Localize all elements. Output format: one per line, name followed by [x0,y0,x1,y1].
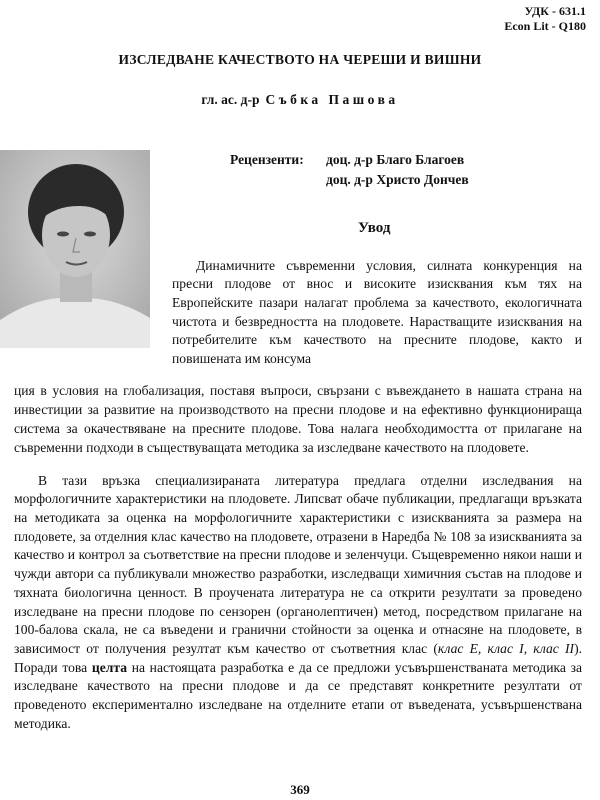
reviewer-1: доц. д-р Благо Благоев [326,152,465,167]
udk-code: УДК - 631.1 [524,4,586,18]
reviewer-2: доц. д-р Христо Дончев [326,172,469,187]
paragraph-1-full: ция в условия на глобализация, поставя въпроси, свързани с въвеждането в нашата страна на инвестиции за развитие на производството на пресни плодове и на ефективно функционираща система за окачествяване на пресните плодове. Това налага необходимостта от прилагане на съвременни подходи в съществуващата методика за изследване качеството на плодовете. [14,383,582,455]
reviewers-block [230,150,469,190]
paragraph-2 [14,458,582,747]
paragraph-2-part2: ). Поради това [14,640,582,675]
reviewers-label: Рецензенти: [230,152,304,167]
classification-codes [504,4,586,34]
author-rank: гл. ас. д-р [201,92,260,107]
paper-title: ИЗСЛЕДВАНЕ КАЧЕСТВОТО НА ЧЕРЕШИ И ВИШНИ [118,52,482,67]
section-heading: Увод [358,220,391,236]
econlit-code: Econ Lit - Q180 [504,19,586,33]
author-name: Събка Пашова [265,92,399,107]
page-number: 369 [290,782,310,797]
paragraph-1-wrapped: Динамичните съвременни условия, силната конкуренция на пресни плодове от внос и високите изисквания към тях на Европейските пазари налагат проблема за качеството, екологичната чистота и безвредността на плодовете. Нарастващите изисквания на потребителите към качеството на пресните плодове, както и повишената им консума [172,257,582,367]
quality-classes: клас Е, клас I, клас II [437,640,575,656]
paragraph-1 [14,243,582,471]
goal-word: целта [91,659,127,675]
paragraph-2-part1: В тази връзка специализираната литература предлага отделни изследвания на морфологичните характеристики на плодовете. Липсват обаче публикации, предлагащи връзката на методиката за оценка на морфологичните характеристики с изискванията за размера на плодовете, за отделния клас качество на плодовете, отразени в Наредба № 108 за изискванията за качество и контрол за съответствие на пресни плодове и зеленчуци. Същевременно някои наши и чужди автори са публикували множество разработки, изследващи химичния състав на плодове и тяхната биологична ценност. В проучената литература не са открити резултати за проведено изследване на пресни плодове по сензорен (органолептичен) метод, посредством прилагане на 100-балова скала, не са въведени и гранични стойности за оценка и отнасяне на плодовете, в зависимост от получения резултат към качество от съответния клас ( [14,472,582,656]
paragraph-2-part3: на настоящата разработка е да се предложи усъвършенстваната методика за изследване качеството на пресни плодове и да се представят конкретните резултати от проведеното експериментално изследване на отделните етапи от въведената, усъвършенствана методика. [14,659,582,731]
author-line [0,92,600,108]
